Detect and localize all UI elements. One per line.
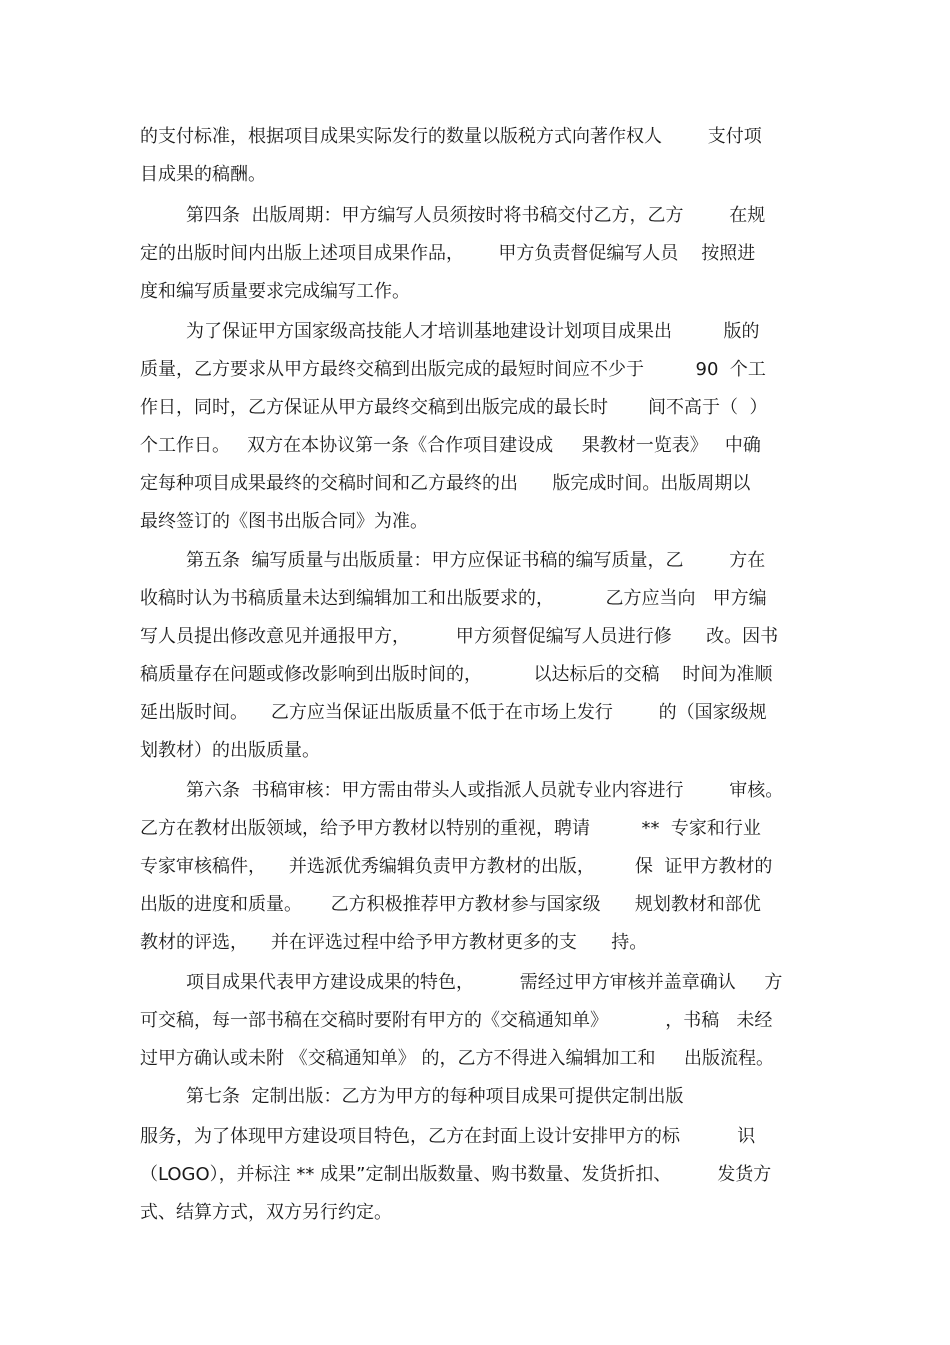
text-line: 第五条 编写质量与出版质量：甲方应保证书稿的编写质量，乙 方在 (186, 550, 766, 571)
text-line: 最终签订的《图书出版合同》为准。 (140, 511, 428, 532)
text-line: 收稿时认为书稿质量未达到编辑加工和出版要求的， 乙方应当向 甲方编 (140, 588, 767, 609)
text-line: 的支付标准，根据项目成果实际发行的数量以版税方式向著作权人 支付项 (140, 126, 762, 147)
text-line: 定的出版时间内出版上述项目成果作品， 甲方负责督促编写人员 按照进 (140, 243, 756, 264)
text-line: 专家审核稿件， 并选派优秀编辑负责甲方教材的出版， 保 证甲方教材的 (140, 856, 773, 877)
text-line: 为了保证甲方国家级高技能人才培训基地建设计划项目成果出 版的 (186, 321, 760, 342)
text-line: 乙方在教材出版领域，给予甲方教材以特别的重视，聘请 ** 专家和行业 (140, 818, 761, 839)
text-line: 式、结算方式，双方另行约定。 (140, 1202, 392, 1223)
text-line: 过甲方确认或未附 《交稿通知单》 的，乙方不得进入编辑加工和 出版流程。 (140, 1048, 775, 1069)
text-line: 划教材）的出版质量。 (140, 740, 320, 761)
text-line: 个工作日。 双方在本协议第一条《合作项目建设成 果教材一览表》 中确 (140, 435, 761, 456)
text-line: 质量，乙方要求从甲方最终交稿到出版完成的最短时间应不少于 90 个工 (140, 359, 766, 380)
text-line: 教材的评选， 并在评选过程中给予甲方教材更多的支 持。 (140, 932, 648, 953)
text-line: （LOGO），并标注 ** 成果”定制出版数量、购书数量、发货折扣、 发货方 (140, 1164, 772, 1185)
text-line: 度和编写质量要求完成编写工作。 (140, 281, 410, 302)
text-line: 第六条 书稿审核：甲方需由带头人或指派人员就专业内容进行 审核。 (186, 780, 784, 801)
text-line: 第四条 出版周期：甲方编写人员须按时将书稿交付乙方，乙方 在规 (186, 205, 766, 226)
text-line: 目成果的稿酬。 (140, 164, 266, 185)
text-line: 出版的进度和质量。 乙方积极推荐甲方教材参与国家级 规划教材和部优 (140, 894, 761, 915)
text-line: 第七条 定制出版：乙方为甲方的每种项目成果可提供定制出版 (186, 1086, 684, 1107)
text-line: 稿质量存在问题或修改影响到出版时间的， 以达标后的交稿 时间为准顺 (140, 664, 773, 685)
text-line: 定每种项目成果最终的交稿时间和乙方最终的出 版完成时间。出版周期以 (140, 473, 751, 494)
text-line: 作日，同时，乙方保证从甲方最终交稿到出版完成的最长时 间不高于（ ） (140, 397, 768, 418)
text-line: 延出版时间。 乙方应当保证出版质量不低于在市场上发行 的（国家级规 (140, 702, 767, 723)
text-line: 写人员提出修改意见并通报甲方， 甲方须督促编写人员进行修 改。因书 (140, 626, 779, 647)
text-line: 服务，为了体现甲方建设项目特色，乙方在封面上设计安排甲方的标 识 (140, 1126, 756, 1147)
text-line: 可交稿，每一部书稿在交稿时要附有甲方的《交稿通知单》 ，书稿 未经 (140, 1010, 773, 1031)
text-line: 项目成果代表甲方建设成果的特色， 需经过甲方审核并盖章确认 方 (186, 972, 783, 993)
